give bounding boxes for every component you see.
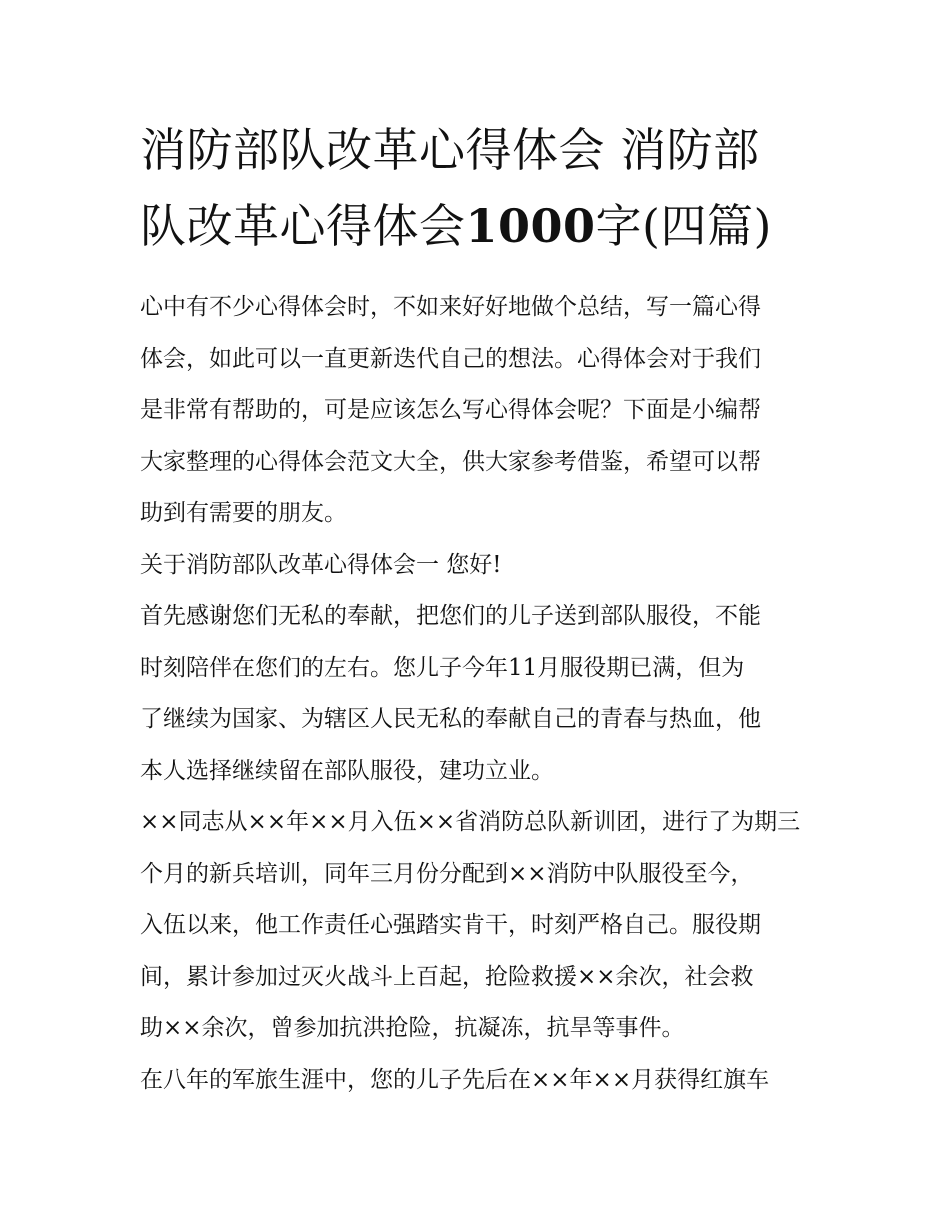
title-line-2-prefix: 队改革心得体会 — [140, 199, 466, 253]
body-line: 是非常有帮助的，可是应该怎么写心得体会呢？下面是小编帮 — [140, 397, 761, 423]
body-line: 首先感谢您们无私的奉献，把您们的儿子送到部队服役，不能 — [140, 603, 761, 629]
body-line: 助××余次，曾参加抗洪抢险，抗凝冻，抗旱等事件。 — [140, 1015, 685, 1041]
body-line: 个月的新兵培训，同年三月份分配到××消防中队服役至今， — [140, 860, 754, 887]
body-line: 体会，如此可以一直更新迭代自己的想法。心得体会对于我们 — [140, 345, 761, 372]
body-line: 大家整理的心得体会范文大全，供大家参考借鉴，希望可以帮 — [140, 448, 761, 475]
body-line: 心中有不少心得体会时，不如来好好地做个总结，写一篇心得 — [140, 294, 761, 320]
body-line: ××同志从××年××月入伍××省消防总队新训团，进行了为期三 — [140, 809, 801, 835]
body-line: 间，累计参加过灭火战斗上百起，抢险救援××余次，社会救 — [140, 963, 754, 990]
title-line-2-number: 1000 — [465, 199, 596, 253]
body-line: 了继续为国家、为辖区人民无私的奉献自己的青春与热血，他 — [140, 706, 761, 732]
title-line-2-suffix: 字(四篇) — [595, 199, 772, 253]
body-line: 时刻陪伴在您们的左右。您儿子今年11月服役期已满，但为 — [140, 654, 745, 681]
document-page — [140, 112, 820, 1106]
body-line: 助到有需要的朋友。 — [140, 500, 347, 526]
body-line: 本人选择继续留在部队服役，建功立业。 — [140, 757, 554, 784]
title-line-1: 消防部队改革心得体会 消防部 — [140, 123, 760, 177]
document-body — [140, 282, 820, 1106]
body-line: 在八年的军旅生涯中，您的儿子先后在××年××月获得红旗车 — [140, 1066, 770, 1093]
section-heading-line: 关于消防部队改革心得体会一 您好! — [140, 551, 502, 578]
document-title — [140, 112, 820, 264]
body-line: 入伍以来，他工作责任心强踏实肯干，时刻严格自己。服役期 — [140, 912, 761, 938]
